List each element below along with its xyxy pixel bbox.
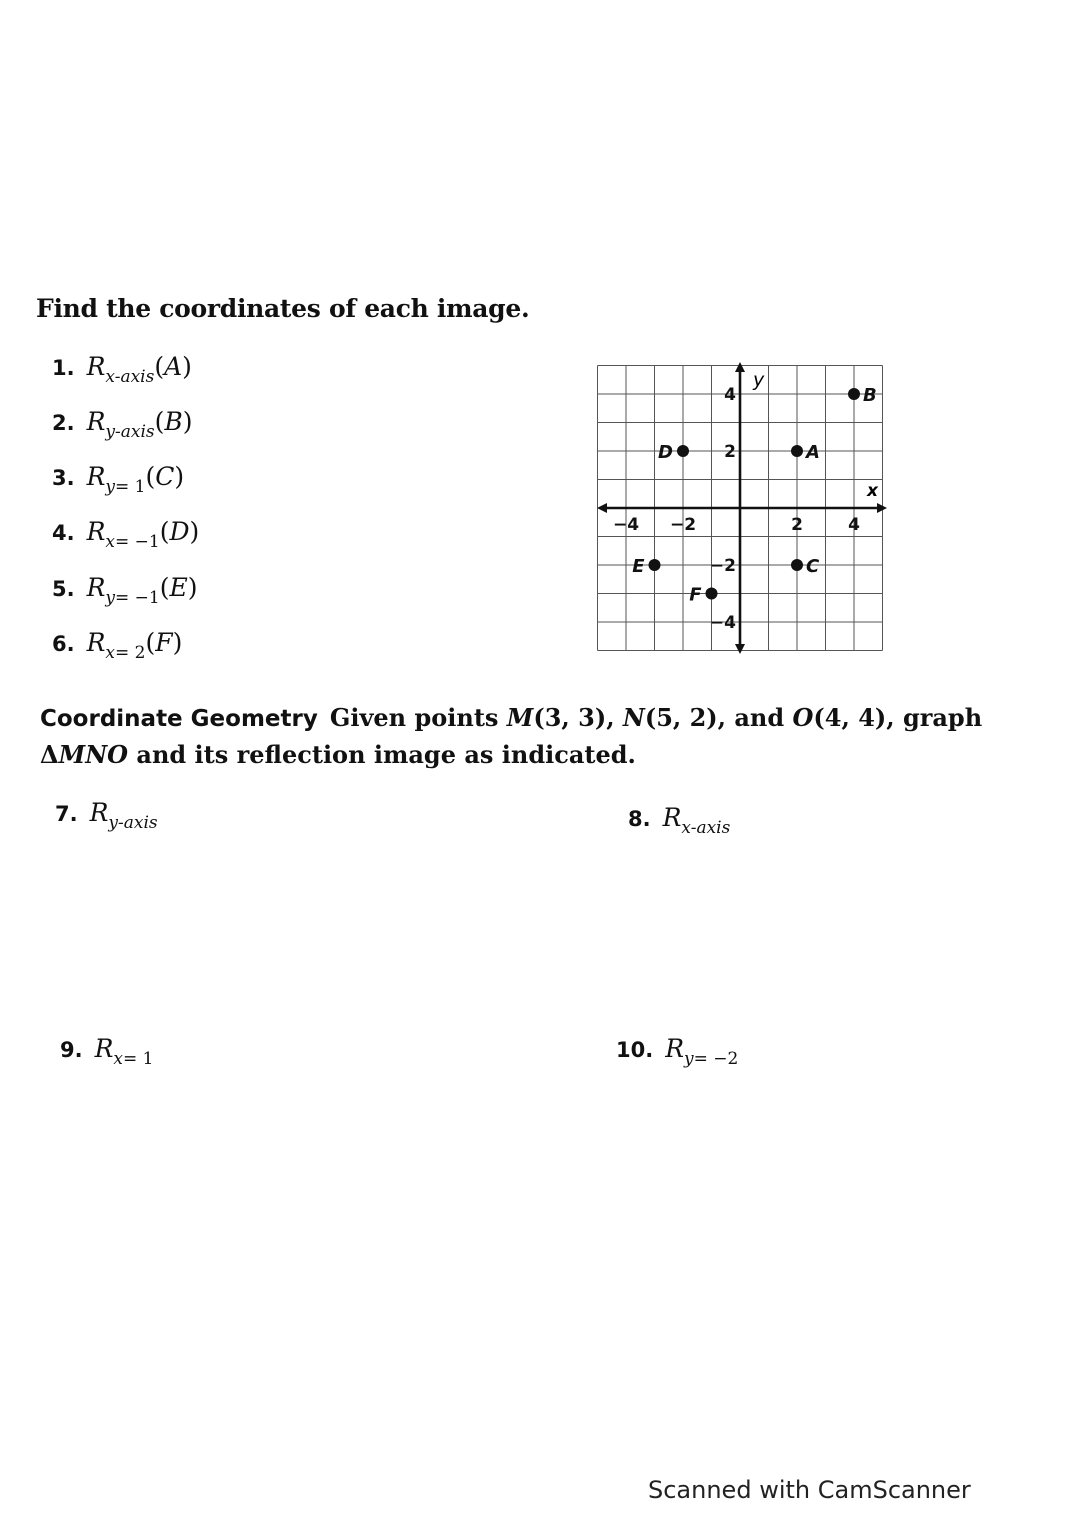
axes (597, 362, 887, 654)
point-argument: (F) (145, 628, 183, 657)
point-argument: (D) (159, 517, 200, 546)
problem-number: 10. (616, 1038, 654, 1062)
reflection-line: x-axis (105, 367, 155, 387)
tick-label: 4 (848, 515, 860, 535)
point-d-dot (677, 445, 689, 457)
reflection-symbol: R (86, 628, 106, 657)
reflection-line: x= 2 (105, 643, 146, 663)
tick-label: −4 (612, 515, 640, 535)
problem-number: 6. (52, 632, 75, 656)
reflection-line: y= 1 (105, 477, 146, 497)
problem-9 (60, 1034, 154, 1069)
x-axis-left-arrow (597, 503, 607, 513)
problem-8 (628, 803, 731, 838)
problem-10 (616, 1034, 739, 1069)
y-axis-bottom-arrow (735, 644, 745, 654)
point-e-dot (649, 559, 661, 571)
coordinate-geometry-section: Coordinate Geometry Given points M(3, 3), N(5, 2), and O(4, 4), graph ΔMNO and its reflection image as indicated. (40, 703, 983, 769)
plotted-points (632, 385, 877, 606)
tick-label: 2 (791, 515, 803, 535)
reflection-symbol: R (86, 517, 106, 546)
reflection-line: x= 1 (113, 1049, 154, 1069)
problem-7 (55, 798, 158, 833)
point-b-dot (848, 388, 860, 400)
problem-number: 5. (52, 577, 75, 601)
tick-label: −4 (709, 613, 736, 633)
point-a-dot (791, 445, 803, 457)
problem-number: 9. (60, 1038, 83, 1062)
tick-label: 2 (724, 442, 736, 462)
problem-number: 8. (628, 807, 651, 831)
point-e-label: E (632, 556, 645, 577)
point-argument: (A) (154, 352, 192, 381)
problem-number: 4. (52, 521, 75, 545)
point-f-label: F (689, 584, 702, 606)
point-b-label: B (863, 385, 877, 406)
point-c-dot (791, 559, 803, 571)
instructions-heading: Find the coordinates of each image. (36, 294, 530, 323)
reflection-symbol: R (89, 798, 109, 827)
x-axis-label: x (867, 481, 878, 501)
reflection-line: x-axis (681, 818, 731, 838)
problem-5 (52, 573, 198, 608)
reflection-line: y-axis (108, 813, 158, 833)
problem-3 (52, 462, 185, 497)
reflection-line: y= −2 (684, 1049, 739, 1069)
tick-label: −2 (669, 515, 697, 535)
reflection-symbol: R (86, 352, 106, 381)
reflection-symbol: R (86, 407, 106, 436)
problem-6 (52, 628, 183, 663)
point-c-label: C (806, 556, 820, 577)
point-argument: (E) (159, 573, 198, 602)
section-title: Coordinate Geometry (40, 706, 318, 732)
reflection-symbol: R (665, 1034, 685, 1063)
problem-number: 1. (52, 356, 75, 380)
tick-label: 4 (724, 385, 736, 405)
problem-2 (52, 407, 193, 442)
coordinate-graph-svg (597, 362, 887, 658)
scanner-watermark: Scanned with CamScanner (648, 1476, 971, 1504)
reflection-line: x= −1 (105, 532, 160, 552)
problem-number: 7. (55, 802, 78, 826)
reflection-symbol: R (662, 803, 682, 832)
reflection-symbol: R (86, 573, 106, 602)
y-axis-top-arrow (735, 362, 745, 372)
reflection-line: y= −1 (105, 588, 160, 608)
problem-1 (52, 352, 192, 387)
problem-number: 2. (52, 411, 75, 435)
tick-label: −2 (709, 556, 736, 576)
y-axis-label: y (753, 369, 765, 391)
point-f-dot (706, 588, 718, 600)
problem-4 (52, 517, 200, 552)
point-argument: (B) (154, 407, 193, 436)
reflection-symbol: R (94, 1034, 114, 1063)
coordinate-graph (597, 362, 887, 658)
reflection-line: y-axis (105, 422, 155, 442)
reflection-symbol: R (86, 462, 106, 491)
point-a-label: A (806, 442, 820, 463)
problem-number: 3. (52, 466, 75, 490)
point-argument: (C) (145, 462, 185, 491)
point-d-label: D (658, 442, 673, 463)
